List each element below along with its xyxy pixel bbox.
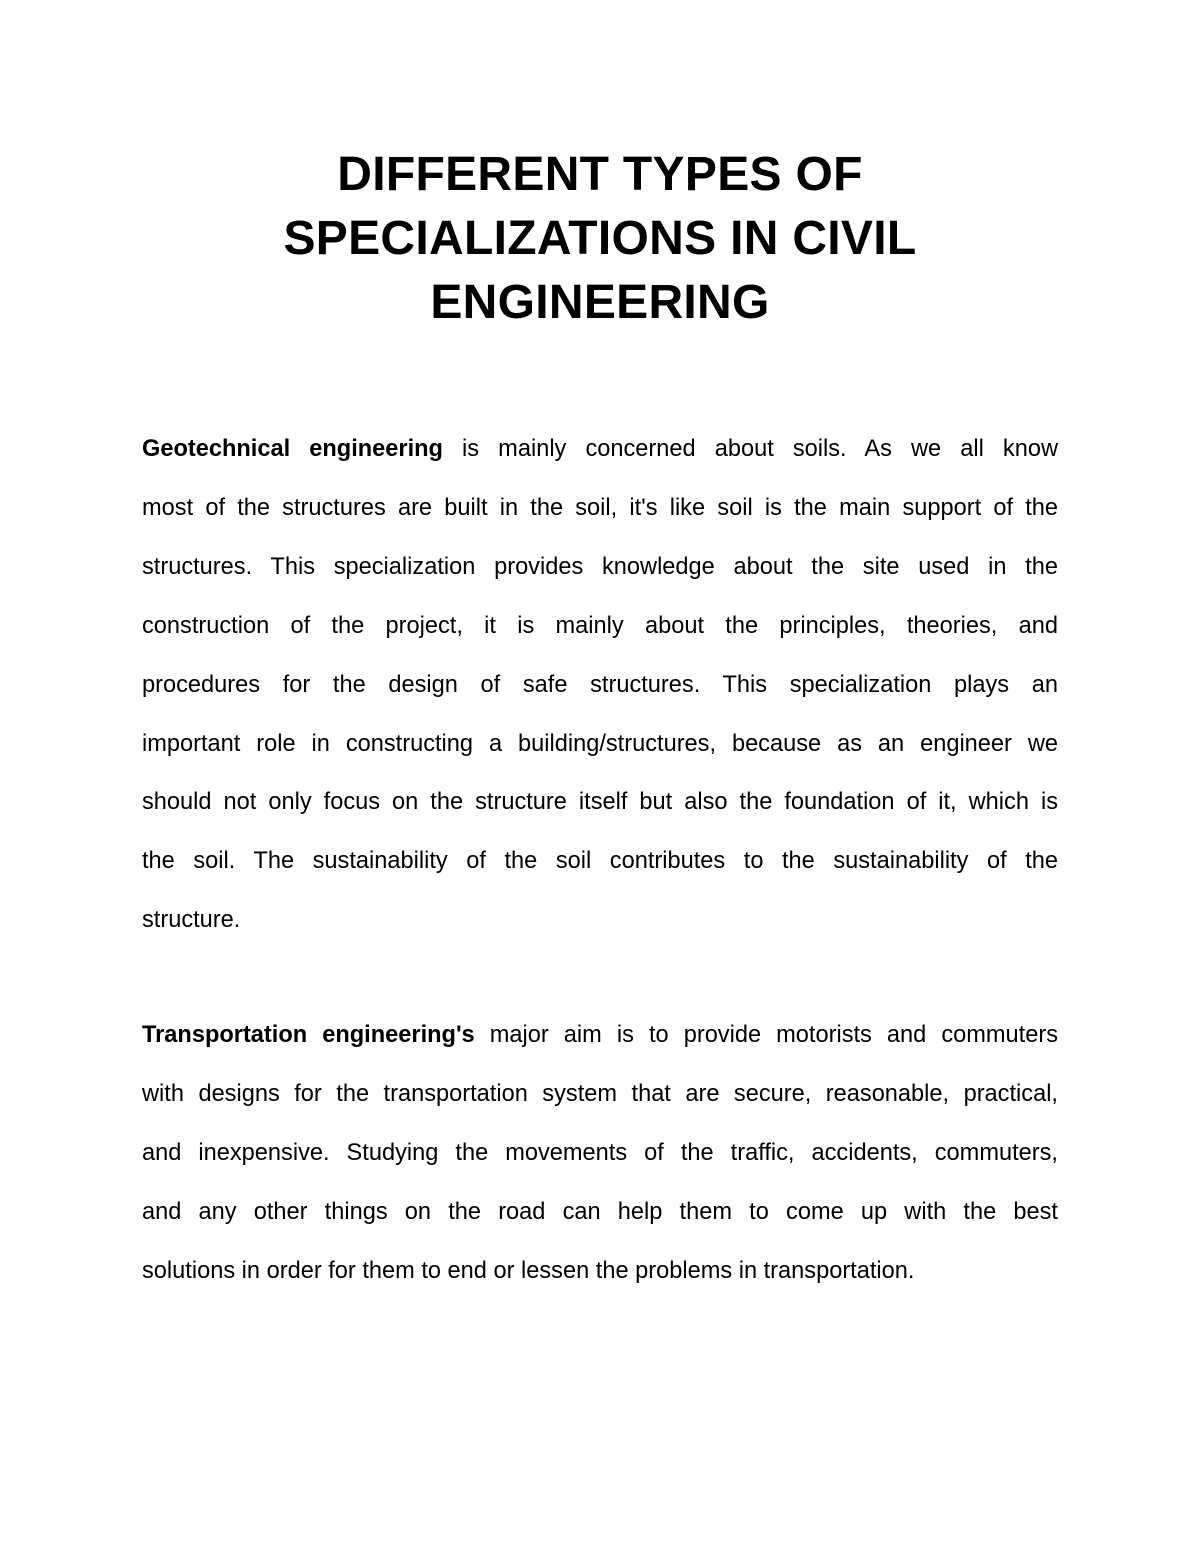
paragraph-line xyxy=(142,420,1058,479)
paragraph-line: should not only focus on the structure itself but also the foundation of it, which is xyxy=(142,789,1058,816)
paragraph-line: construction of the project, it is mainly about the principles, theories, and xyxy=(142,612,1058,639)
title-line: DIFFERENT TYPES OF xyxy=(337,148,863,201)
term-transportation-engineering: Transportation engineering's xyxy=(142,1022,475,1048)
paragraph-line: with designs for the transportation system that are secure, reasonable, practical, xyxy=(142,1080,1058,1107)
document-title xyxy=(200,143,1000,335)
paragraph-text: is mainly concerned about soils. As we all know xyxy=(442,436,1059,462)
geotechnical-paragraph xyxy=(142,420,1058,950)
paragraph-line: the soil. The sustainability of the soil contributes to the sustainability of the xyxy=(142,848,1058,875)
title-line: SPECIALIZATIONS IN CIVIL xyxy=(283,212,917,265)
paragraph-line: solutions in order for them to end or lessen the problems in transportation. xyxy=(142,1257,915,1284)
paragraph-line: and any other things on the road can help them to come up with the best xyxy=(142,1198,1058,1225)
paragraph-text: major aim is to provide motorists and commuters xyxy=(474,1022,1059,1048)
paragraph-line: structure. xyxy=(142,907,241,934)
paragraph-line: procedures for the design of safe structures. This specialization plays an xyxy=(142,671,1058,698)
paragraph-line: and inexpensive. Studying the movements of the traffic, accidents, commuters, xyxy=(142,1139,1058,1166)
paragraph-line: structures. This specialization provides knowledge about the site used in the xyxy=(142,553,1058,580)
paragraph-line: important role in constructing a building/structures, because as an engineer we xyxy=(142,730,1058,757)
paragraph-line xyxy=(142,1006,1058,1065)
term-geotechnical-engineering: Geotechnical engineering xyxy=(142,436,443,462)
title-line: ENGINEERING xyxy=(430,276,770,329)
transportation-paragraph xyxy=(142,1006,1058,1301)
paragraph-line: most of the structures are built in the soil, it's like soil is the main support of the xyxy=(142,494,1058,521)
